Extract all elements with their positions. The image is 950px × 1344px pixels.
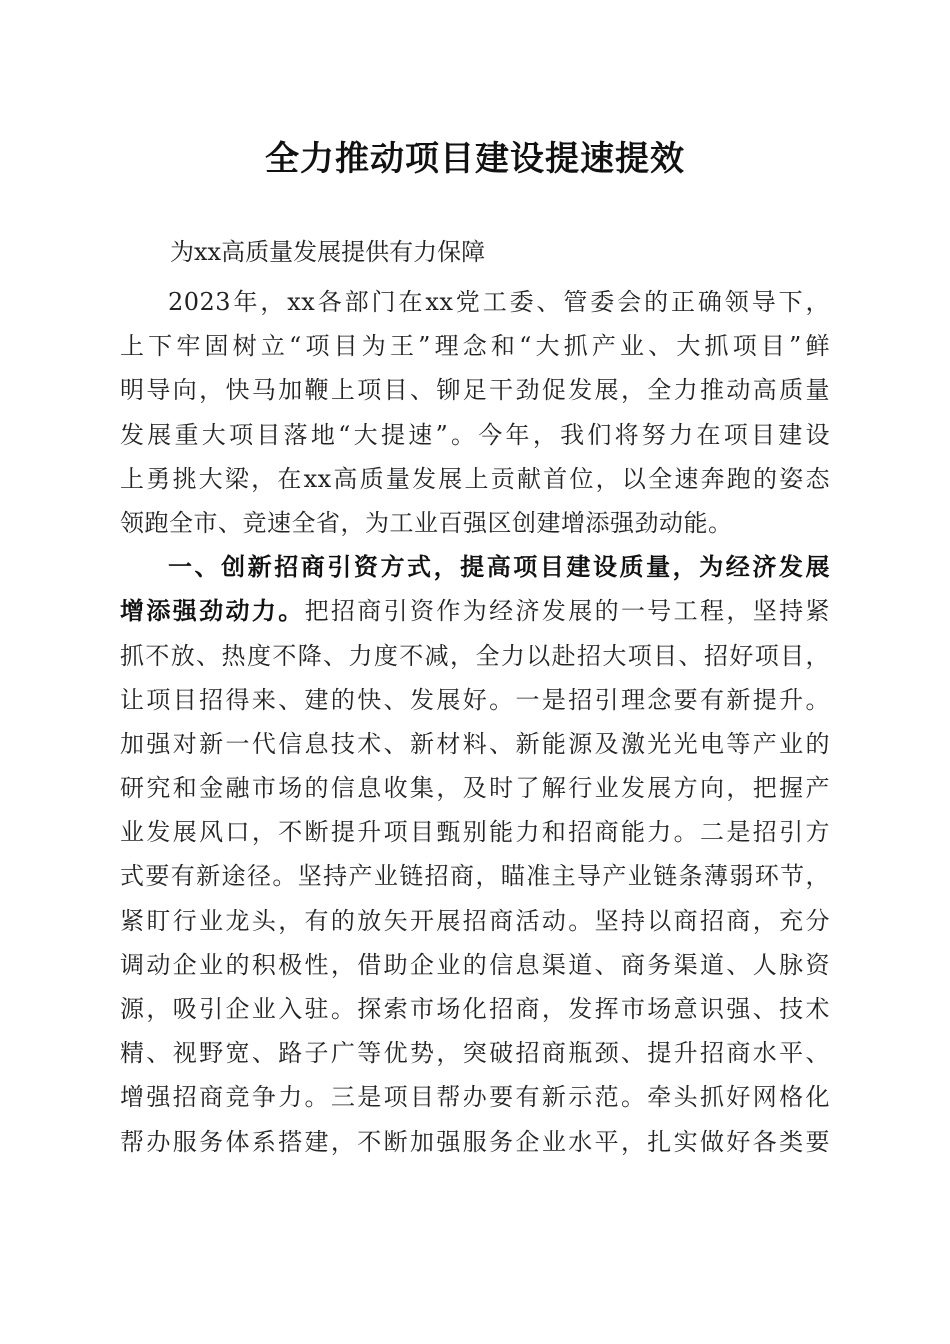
paragraph-line: 帮办服务体系搭建，不断加强服务企业水平，扎实做好各类要: [120, 1127, 830, 1156]
paragraph-line: 增强招商竞争力。三是项目帮办要有新示范。牵头抓好网格化: [120, 1083, 830, 1112]
paragraph-line: 领跑全市、竞速全省，为工业百强区创建增添强劲动能。: [120, 508, 733, 537]
paragraph-line: 加强对新一代信息技术、新材料、新能源及激光光电等产业的: [120, 729, 830, 758]
document-subtitle: 为xx高质量发展提供有力保障: [170, 238, 486, 266]
paragraph-line: 业发展风口，不断提升项目甄别能力和招商能力。二是招引方: [120, 818, 830, 847]
document-title: 全力推动项目建设提速提效: [265, 139, 685, 179]
paragraph-line: 抓不放、热度不降、力度不减，全力以赴招大项目、招好项目，: [120, 641, 830, 670]
paragraph-line: 明导向，快马加鞭上项目、铆足干劲促发展，全力推动高质量: [120, 376, 830, 405]
paragraph-line: 2023年，xx各部门在xx党工委、管委会的正确领导下，: [168, 288, 830, 316]
paragraph-line: 上勇挑大梁，在xx高质量发展上贡献首位，以全速奔跑的姿态: [120, 464, 830, 493]
paragraph-line: 调动企业的积极性，借助企业的信息渠道、商务渠道、人脉资: [120, 950, 830, 979]
paragraph-line: 精、视野宽、路子广等优势，突破招商瓶颈、提升招商水平、: [120, 1039, 830, 1068]
paragraph-text: 把招商引资作为经济发展的一号工程，坚持紧: [304, 597, 830, 626]
paragraph-line: 让项目招得来、建的快、发展好。一是招引理念要有新提升。: [120, 685, 830, 714]
paragraph-line: 式要有新途径。坚持产业链招商，瞄准主导产业链条薄弱环节，: [120, 862, 830, 891]
paragraph-line: 发展重大项目落地“大提速”。今年，我们将努力在项目建设: [120, 420, 830, 449]
document-body: [120, 280, 830, 1164]
paragraph-line: 研究和金融市场的信息收集，及时了解行业发展方向，把握产: [120, 774, 830, 803]
section-heading: 一、创新招商引资方式，提高项目建设质量，为经济发展: [168, 552, 830, 582]
paragraph-line: 紧盯行业龙头，有的放矢开展招商活动。坚持以商招商，充分: [120, 906, 830, 935]
section-heading-continuation: [120, 589, 830, 633]
paragraph-line: 源，吸引企业入驻。探索市场化招商，发挥市场意识强、技术: [120, 995, 830, 1023]
section-heading-tail: 增添强劲动力。: [120, 596, 305, 626]
paragraph-line: 上下牢固树立“项目为王”理念和“大抓产业、大抓项目”鲜: [120, 332, 830, 361]
